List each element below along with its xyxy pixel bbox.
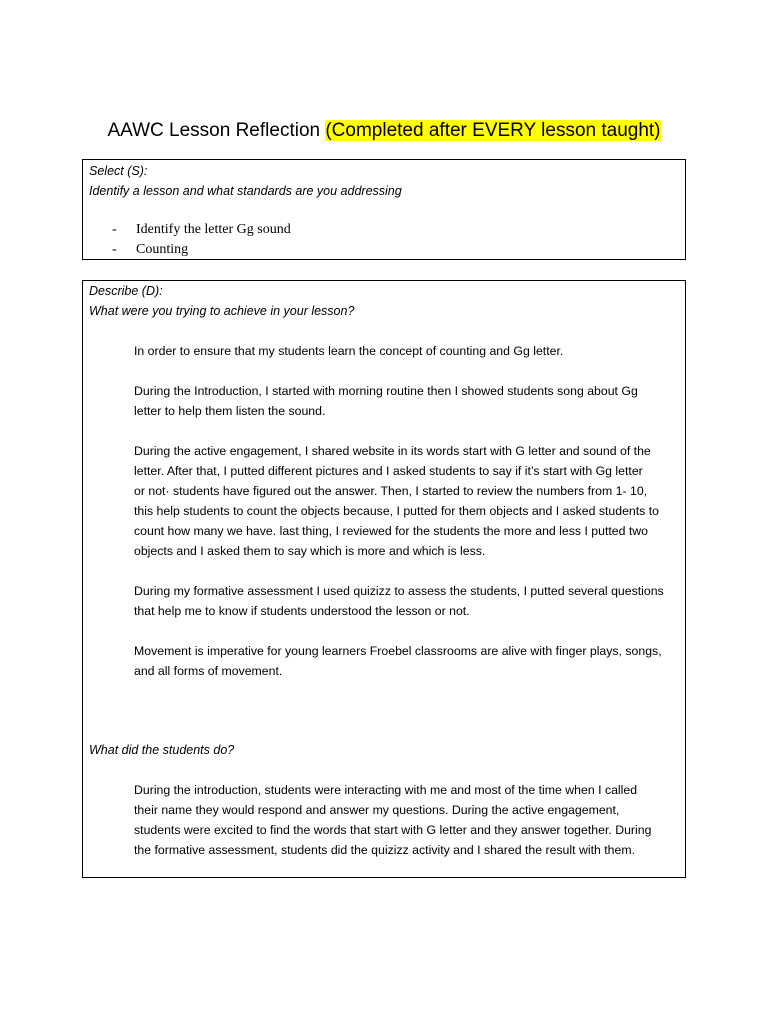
paragraph-line: During the active engagement, I shared website in its words start with G letter and sound of the bbox=[134, 444, 651, 458]
paragraph-line: During my formative assessment I used quizizz to assess the students, I putted several questions bbox=[134, 584, 664, 598]
page-title bbox=[0, 118, 768, 144]
paragraph-line: objects and I asked them to say which is more and which is less. bbox=[134, 544, 486, 558]
paragraph-line: students were excited to find the words that start with G letter and they answer together. During bbox=[134, 823, 652, 837]
paragraph-line: and all forms of movement. bbox=[134, 664, 283, 678]
paragraph-line: During the introduction, students were interacting with me and most of the time when I called bbox=[134, 783, 638, 797]
paragraph-line: this help students to count the objects because, I putted for them objects and I asked students to bbox=[134, 504, 659, 518]
paragraph-line: Movement is imperative for young learners Froebel classrooms are alive with finger plays, songs, bbox=[134, 644, 662, 658]
paragraph-line: During the Introduction, I started with morning routine then I showed students song about Gg bbox=[134, 384, 638, 398]
describe-prompt: What were you trying to achieve in your lesson? bbox=[89, 304, 355, 318]
describe-section-box bbox=[82, 280, 686, 878]
paragraph-line: count how many we have. last thing, I reviewed for the students the more and less I putted two bbox=[134, 524, 649, 538]
select-prompt: Identify a lesson and what standards are you addressing bbox=[89, 184, 402, 198]
paragraph-movement bbox=[134, 641, 679, 681]
paragraph-active-engagement bbox=[134, 441, 679, 561]
paragraph-goal bbox=[134, 341, 679, 361]
standard-item-letter: Identify the letter Gg sound bbox=[136, 222, 291, 237]
title-main: AAWC Lesson Reflection bbox=[107, 120, 326, 141]
select-section-box bbox=[82, 159, 686, 260]
paragraph-line: In order to ensure that my students learn the concept of counting and Gg letter. bbox=[134, 344, 564, 358]
paragraph-line: that help me to know if students understood the lesson or not. bbox=[134, 604, 470, 618]
paragraph-students bbox=[134, 780, 679, 860]
paragraph-line: letter to help them listen the sound. bbox=[134, 404, 326, 418]
paragraph-line: or not· students have figured out the answer. Then, I started to review the numbers from 1- 10, bbox=[134, 484, 648, 498]
bullet-marker: - bbox=[112, 242, 117, 257]
select-heading: Select (S): bbox=[89, 164, 148, 178]
title-highlight: (Completed after EVERY lesson taught) bbox=[325, 120, 661, 141]
students-prompt: What did the students do? bbox=[89, 743, 235, 757]
paragraph-line: their name they would respond and answer my questions. During the active engagement, bbox=[134, 803, 620, 817]
paragraph-line: the formative assessment, students did the quizizz activity and I shared the result with them. bbox=[134, 843, 635, 857]
paragraph-formative-assessment bbox=[134, 581, 679, 621]
paragraph-line: letter. After that, I putted different pictures and I asked students to say if it’s start with Gg letter bbox=[134, 464, 643, 478]
standard-item-counting: Counting bbox=[136, 242, 189, 257]
paragraph-introduction bbox=[134, 381, 679, 421]
describe-heading: Describe (D): bbox=[89, 284, 163, 298]
bullet-marker: - bbox=[112, 222, 117, 237]
